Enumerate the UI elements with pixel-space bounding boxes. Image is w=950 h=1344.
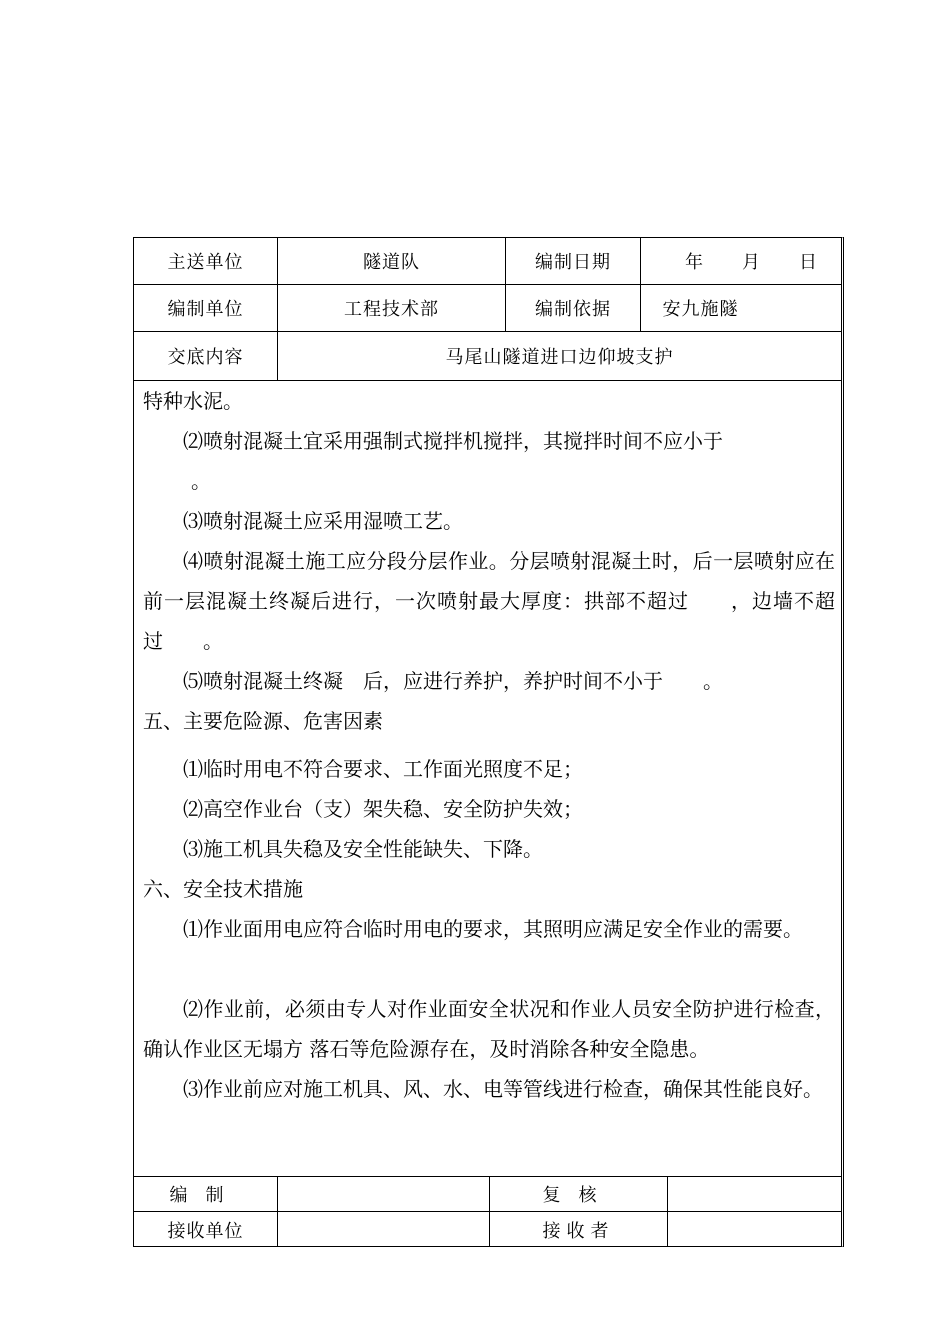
section-heading: 五、主要危险源、危害因素 <box>143 709 383 733</box>
receive-unit-field[interactable] <box>277 1212 489 1247</box>
paragraph: ⑵高空作业台（支）架失稳、安全防护失效； <box>183 797 583 821</box>
paragraph: ⑷喷射混凝土施工应分段分层作业。分层喷射混凝土时，后一层喷射应在前一层混凝土终凝后进行，一次喷射最大厚度：拱部不超过 ，边墙不超过 。 <box>143 549 835 653</box>
paragraph: ⑵作业前，必须由专人对作业面安全状况和作业人员安全防护进行检查，确认作业区无塌方 落石等危险源存在，及时消除各种安全隐患。 <box>143 997 835 1061</box>
paragraph: ⑴临时用电不符合要求、工作面光照度不足； <box>183 757 583 781</box>
header-row-1 <box>134 238 841 285</box>
review-signature-field[interactable] <box>667 1177 841 1211</box>
compile-unit-value: 工程技术部 <box>277 285 505 331</box>
receiver-signature-field[interactable] <box>667 1212 841 1247</box>
compile-label: 编制 <box>169 1185 242 1206</box>
send-unit-label: 主送单位 <box>167 252 244 273</box>
send-unit-value: 隧道队 <box>277 238 505 284</box>
section-heading: 六、安全技术措施 <box>143 877 303 901</box>
content-value: 马尾山隧道进口边仰坡支护 <box>277 332 841 380</box>
compile-signature-field[interactable] <box>277 1177 489 1211</box>
compile-date-label: 编制日期 <box>505 238 640 284</box>
receive-unit-label: 接收单位 <box>167 1220 244 1242</box>
footer-row-1 <box>134 1176 841 1212</box>
paragraph: ⑵喷射混凝土宜采用强制式搅拌机搅拌，其搅拌时间不应小于 <box>183 429 723 453</box>
compile-basis-value: 安九施隧 <box>640 285 840 331</box>
content-label: 交底内容 <box>167 347 244 368</box>
paragraph: ⑴作业面用电应符合临时用电的要求，其照明应满足安全作业的需要。 <box>183 917 803 941</box>
receiver-label: 接收者 <box>489 1212 667 1247</box>
header-row-2 <box>134 285 841 332</box>
header-row-3 <box>134 332 841 381</box>
paragraph: 。 <box>191 469 211 493</box>
paragraph: ⑶施工机具失稳及安全性能缺失、下降。 <box>183 837 543 861</box>
review-label: 复核 <box>489 1177 667 1211</box>
disclosure-body <box>134 381 841 1176</box>
compile-date-value: 年 月 日 <box>640 238 840 284</box>
footer-row-2 <box>134 1212 841 1247</box>
paragraph: ⑶作业前应对施工机具、风、水、电等管线进行检查，确保其性能良好。 <box>183 1077 823 1101</box>
paragraph: ⑶喷射混凝土应采用湿喷工艺。 <box>183 509 463 533</box>
compile-unit-label: 编制单位 <box>167 299 244 320</box>
paragraph: 特种水泥。 <box>143 389 243 413</box>
paragraph: ⑸喷射混凝土终凝 后，应进行养护，养护时间不小于 。 <box>183 669 723 693</box>
compile-basis-label: 编制依据 <box>505 285 640 331</box>
disclosure-form <box>133 237 844 1247</box>
